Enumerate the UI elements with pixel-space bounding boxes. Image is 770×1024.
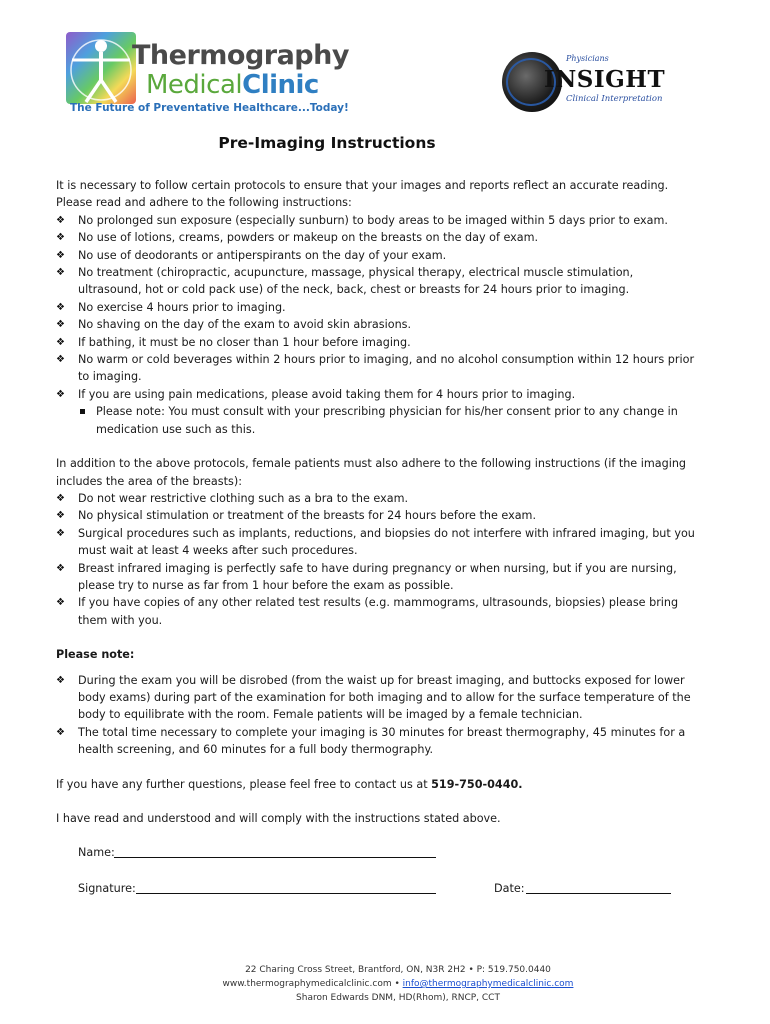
footer-address: 22 Charing Cross Street, Brantford, ON, N3R 2H2 • P: 519.750.0440 (245, 965, 551, 975)
logo-title-clinic: Clinic (242, 70, 319, 100)
logo-title-line2 (146, 70, 319, 100)
list-item-text: Surgical procedures such as implants, reductions, and biopsies do not interfere with infrared imaging, but you must wait at least 4 weeks after such procedures. (78, 526, 695, 558)
list-item (56, 594, 696, 629)
list-item-text: No exercise 4 hours prior to imaging. (78, 300, 286, 314)
date-field[interactable] (526, 893, 671, 894)
medication-note-text: Please note: You must consult with your prescribing physician for his/her consent prior to any change in medication use such as this. (96, 405, 678, 436)
list-item (56, 507, 696, 524)
diamond-bullet-icon: ❖ (56, 562, 65, 574)
list-item (56, 525, 696, 560)
diamond-bullet-icon: ❖ (56, 267, 65, 279)
diamond-bullet-icon: ❖ (56, 674, 65, 686)
list-item (56, 229, 696, 246)
document-body (56, 177, 696, 916)
diamond-bullet-icon: ❖ (56, 597, 65, 609)
list-item (56, 316, 696, 333)
list-item-text: No use of lotions, creams, powders or makeup on the breasts on the day of exam. (78, 231, 539, 245)
signature-field[interactable] (136, 893, 436, 894)
diamond-bullet-icon: ❖ (56, 336, 65, 348)
sub-list-item (78, 403, 696, 438)
diamond-bullet-icon: ❖ (56, 249, 65, 261)
list-item-text: No shaving on the day of the exam to avoid skin abrasions. (78, 318, 412, 332)
please-note-list (56, 672, 696, 759)
diamond-bullet-icon: ❖ (56, 492, 65, 504)
page-title: Pre-Imaging Instructions (218, 134, 436, 152)
diamond-bullet-icon: ❖ (56, 214, 65, 226)
list-item-text: No physical stimulation or treatment of the breasts for 24 hours before the exam. (78, 509, 537, 523)
insight-small-text: Physicians (566, 54, 609, 63)
list-item (56, 386, 696, 438)
contact-line (56, 776, 696, 793)
name-field-row (56, 844, 696, 880)
contact-text: If you have any further questions, please feel free to contact us at (56, 777, 432, 791)
name-field[interactable] (114, 857, 436, 858)
list-item (56, 264, 696, 299)
signature-field-row (56, 880, 696, 916)
diamond-bullet-icon: ❖ (56, 510, 65, 522)
acknowledgement: I have read and understood and will comply with the instructions stated above. (56, 812, 501, 825)
list-item-text: If you have copies of any other related test results (e.g. mammograms, ultrasounds, biopsies) please bring them with you. (78, 596, 679, 627)
diamond-bullet-icon: ❖ (56, 388, 65, 400)
sub-list (78, 403, 696, 438)
footer-email-link[interactable]: info@thermographymedicalclinic.com (402, 979, 574, 989)
diamond-bullet-icon: ❖ (56, 319, 65, 331)
insight-sub-text: Clinical Interpretation (566, 94, 663, 104)
female-intro: In addition to the above protocols, female patients must also adhere to the following instructions (if the imaging includes the area of the breasts): (56, 457, 687, 488)
list-item-text: No warm or cold beverages within 2 hours prior to imaging, and no alcohol consumption within 12 hours prior to imaging. (78, 353, 695, 384)
footer-separator: • (391, 979, 403, 989)
list-item (56, 560, 696, 595)
list-item-text: If you are using pain medications, please avoid taking them for 4 hours prior to imaging. (78, 387, 576, 401)
name-label: Name: (78, 846, 115, 860)
female-protocol-list (56, 490, 696, 629)
signature-label: Signature: (78, 882, 136, 896)
footer (0, 963, 770, 1005)
list-item (56, 490, 696, 507)
list-item (56, 299, 696, 316)
insight-logo (502, 52, 672, 122)
logo-title-line1: Thermography (132, 40, 349, 71)
date-label: Date: (494, 882, 525, 896)
footer-credentials: Sharon Edwards DNM, HD(Rhom), RNCP, CCT (296, 993, 500, 1003)
diamond-bullet-icon: ❖ (56, 726, 65, 738)
logo-tagline: The Future of Preventative Healthcare...Today! (70, 102, 349, 114)
diamond-bullet-icon: ❖ (56, 527, 65, 539)
insight-big-text: INSIGHT (544, 66, 666, 93)
list-item (56, 334, 696, 351)
contact-phone: 519-750-0440. (431, 777, 523, 791)
diamond-bullet-icon: ❖ (56, 354, 65, 366)
protocol-list (56, 212, 696, 438)
list-item (56, 247, 696, 264)
list-item-text: No treatment (chiropractic, acupuncture, massage, physical therapy, electrical muscle stimulation, ultrasound, hot or cold pack use) of the neck, back, chest or breasts for 24 hours prior to imaging. (78, 266, 634, 297)
please-note-heading: Please note: (56, 648, 135, 662)
list-item (56, 724, 696, 759)
list-item-text: The total time necessary to complete your imaging is 30 minutes for breast thermography, 45 minutes for a health screening, and 60 minutes for a full body thermography. (78, 725, 686, 757)
square-bullet-icon (80, 409, 85, 414)
diamond-bullet-icon: ❖ (56, 301, 65, 313)
intro-line-2: Please read and adhere to the following instructions: (56, 196, 352, 210)
list-item-text: During the exam you will be disrobed (from the waist up for breast imaging, and buttocks exposed for lower body exams) during part of the examination for both imaging and to allow for the surface temperature of the body to equilibrate with the room. Female patients will be imaged by a female technician. (78, 673, 691, 722)
list-item (56, 212, 696, 229)
footer-contact (0, 977, 770, 991)
intro-line-1: It is necessary to follow certain protocols to ensure that your images and reports reflect an accurate reading. (56, 179, 669, 192)
list-item-text: If bathing, it must be no closer than 1 hour before imaging. (78, 335, 411, 349)
thermography-logo (62, 30, 349, 116)
footer-website[interactable]: www.thermographymedicalclinic.com (222, 979, 392, 989)
diamond-bullet-icon: ❖ (56, 232, 65, 244)
list-item-text: No prolonged sun exposure (especially sunburn) to body areas to be imaged within 5 days prior to exam. (78, 213, 668, 227)
list-item-text: Breast infrared imaging is perfectly safe to have during pregnancy or when nursing, but if you are nursing, please try to nurse as far from 1 hour before the exam as possible. (78, 561, 677, 592)
vitruvian-figure-icon (62, 30, 140, 108)
list-item-text: Do not wear restrictive clothing such as a bra to the exam. (78, 491, 409, 505)
list-item-text: No use of deodorants or antiperspirants on the day of your exam. (78, 248, 447, 262)
list-item (56, 351, 696, 386)
list-item (56, 672, 696, 724)
logo-title-medical: Medical (146, 70, 243, 100)
